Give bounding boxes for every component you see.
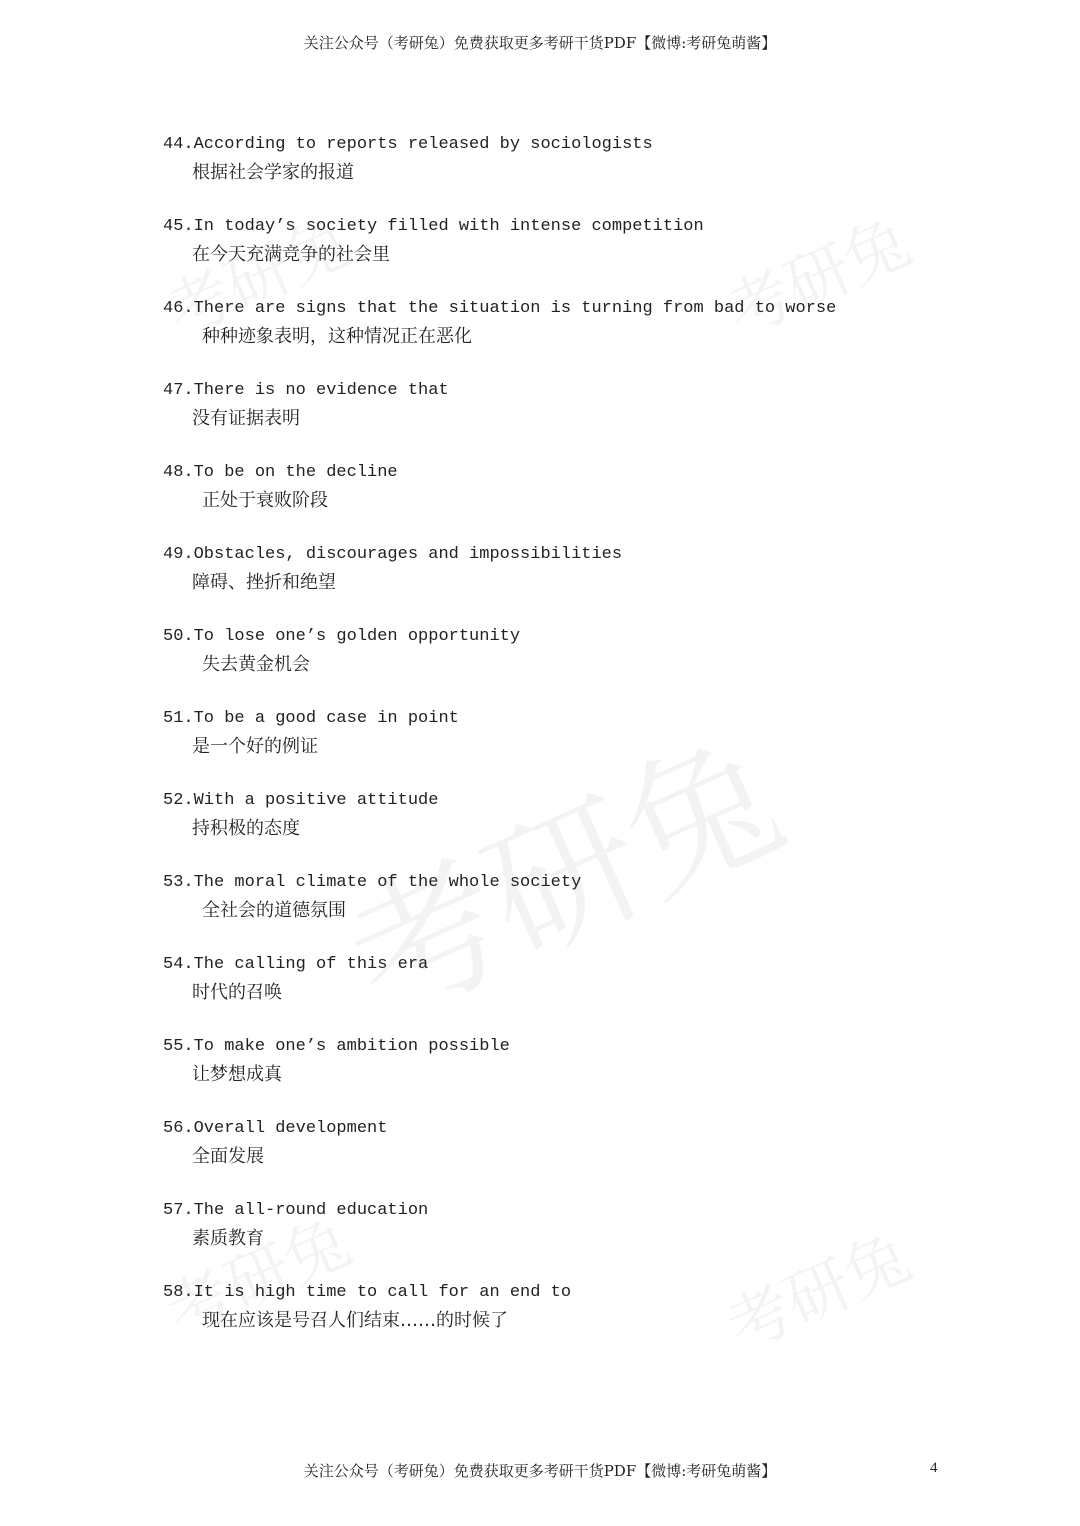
list-item: [163, 213, 963, 295]
chinese-translation: 障碍、挫折和绝望: [192, 572, 336, 593]
chinese-translation: 素质教育: [192, 1228, 264, 1249]
list-item: [163, 623, 963, 705]
english-phrase: 48.To be on the decline: [163, 463, 398, 482]
english-phrase: 50.To lose one’s golden opportunity: [163, 627, 521, 646]
english-phrase: 46.There are signs that the situation is turning from bad to worse: [163, 299, 837, 318]
chinese-translation: 全面发展: [192, 1146, 264, 1167]
chinese-translation: 全社会的道德氛围: [202, 900, 346, 921]
list-item: [163, 131, 963, 213]
list-item: [163, 459, 963, 541]
english-phrase: 57.The all-round education: [163, 1201, 429, 1220]
list-item: [163, 377, 963, 459]
chinese-translation: 现在应该是号召人们结束……的时候了: [202, 1310, 508, 1331]
chinese-translation: 种种迹象表明，这种情况正在恶化: [202, 326, 472, 347]
english-phrase: 44.According to reports released by sociologists: [163, 135, 653, 154]
chinese-translation: 根据社会学家的报道: [192, 162, 354, 183]
list-item: [163, 951, 963, 1033]
chinese-translation: 是一个好的例证: [192, 736, 318, 757]
english-phrase: 53.The moral climate of the whole society: [163, 873, 582, 892]
phrase-list: [163, 131, 963, 1361]
chinese-translation: 时代的召唤: [192, 982, 282, 1003]
english-phrase: 55.To make one’s ambition possible: [163, 1037, 510, 1056]
english-phrase: 49.Obstacles, discourages and impossibilities: [163, 545, 623, 564]
list-item: [163, 869, 963, 951]
list-item: [163, 1197, 963, 1279]
page-number: 4: [930, 1460, 938, 1476]
page-footer: 关注公众号（考研兔）免费获取更多考研干货PDF【微博:考研兔萌酱】: [303, 1462, 777, 1480]
list-item: [163, 1033, 963, 1115]
english-phrase: 45.In today’s society filled with intense competition: [163, 217, 704, 236]
list-item: [163, 1279, 963, 1361]
list-item: [163, 787, 963, 869]
list-item: [163, 1115, 963, 1197]
english-phrase: 56.Overall development: [163, 1119, 388, 1138]
chinese-translation: 没有证据表明: [192, 408, 300, 429]
english-phrase: 54.The calling of this era: [163, 955, 429, 974]
chinese-translation: 让梦想成真: [192, 1064, 282, 1085]
english-phrase: 58.It is high time to call for an end to: [163, 1283, 572, 1302]
chinese-translation: 失去黄金机会: [202, 654, 310, 675]
english-phrase: 47.There is no evidence that: [163, 381, 449, 400]
english-phrase: 51.To be a good case in point: [163, 709, 459, 728]
list-item: [163, 705, 963, 787]
chinese-translation: 正处于衰败阶段: [202, 490, 328, 511]
list-item: [163, 541, 963, 623]
english-phrase: 52.With a positive attitude: [163, 791, 439, 810]
chinese-translation: 在今天充满竞争的社会里: [192, 244, 390, 265]
page-header: 关注公众号（考研兔）免费获取更多考研干货PDF【微博:考研兔萌酱】: [303, 34, 777, 52]
chinese-translation: 持积极的态度: [192, 818, 300, 839]
list-item: [163, 295, 963, 377]
